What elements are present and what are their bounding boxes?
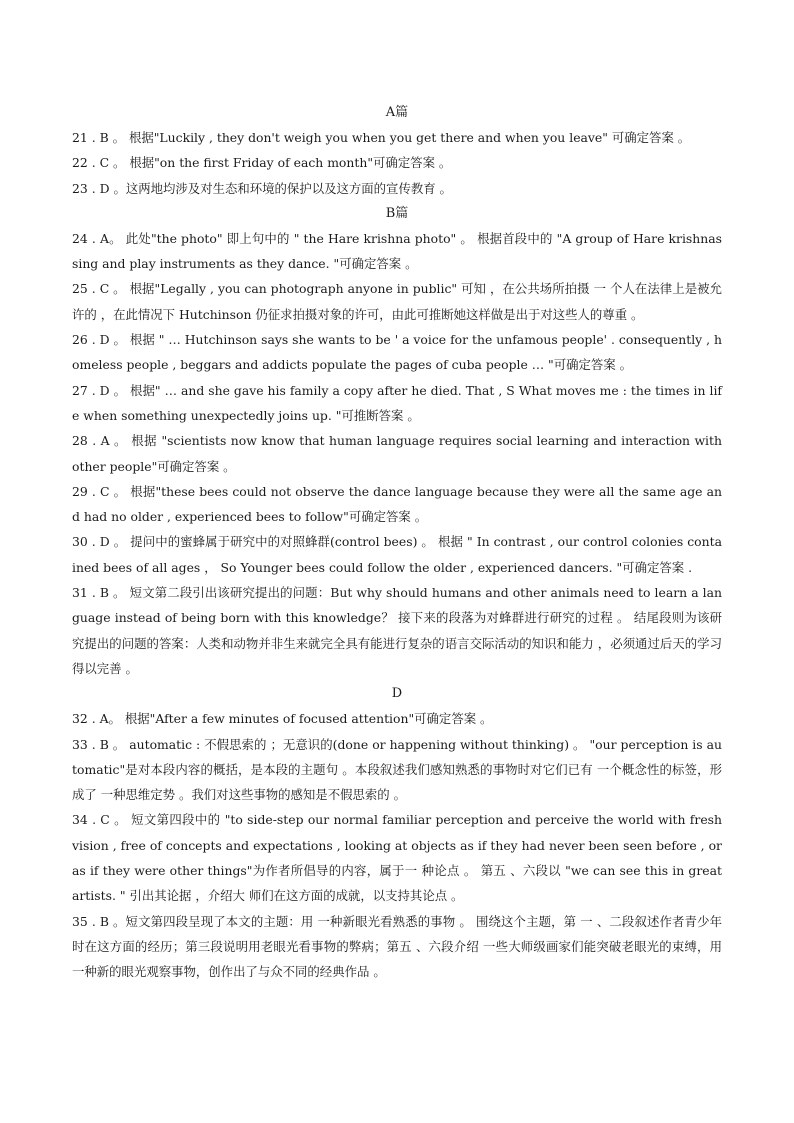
answer-27: 27 . D 。 根据" … and she gave his family a copy after he died. That , S What moves me : the times in life when something unexpectedly joins up. "可推断答案 。 [72, 382, 722, 423]
section-d [72, 681, 722, 984]
answer-34: 34 . C 。 短文第四段中的 "to side-step our normal familiar perception and perceive the world with fresh vision , free of concepts and expectations , looking at objects as if they had never been seen before , or as if they were other things"为作者所倡导的内容，属于一 种论点 。 第五 、六段以 "we can see this in great artists. " 引出其论据 ，介绍大 师们在这方面的成就，以支持其论点 。 [72, 812, 722, 904]
answer-33: 33 . B 。 automatic : 不假思索的 ；无意识的(done or happening without thinking) 。 "our perception is automatic"是对本段内容的概括，是本段的主题句 。本段叙述我们感知熟悉的事物时对它们已有 一个概念性的标签，形成了 一种思维定势 。我们对这些事物的感知是不假思索的 。 [72, 736, 722, 803]
answer-25: 25 . C 。 根据"Legally , you can photograph anyone in public" 可知 ，在公共场所拍摄 一 个人在法律上是被允许的 ，在此情况下 Hutchinson 仍征求拍摄对象的许可，由此可推断她这样做是出于对这些人的尊重 。 [72, 281, 722, 322]
answer-24: 24 . A。 此处"the photo" 即上句中的 " the Hare krishna photo" 。 根据首段中的 "A group of Hare krishnas sing and play instruments as they dance. "可确定答案 。 [72, 230, 722, 272]
answer-35: 35 . B 。短文第四段呈现了本文的主题：用 一种新眼光看熟悉的事物 。 围绕这个主题，第 一 、二段叙述作者青少年时在这方面的经历；第三段说明用老眼光看事物的弊病；第五 、六段介绍 一些大师级画家们能突破老眼光的束缚，用 一种新的眼光观察事物，创作出了与众不同的经典作品 。 [72, 913, 722, 980]
answer-29: 29 . C 。 根据"these bees could not observe the dance language because they were all the same age and had no older , experienced bees to follow"可确定答案 。 [72, 483, 722, 525]
answer-21: 21 . B 。 根据"Luckily , they don't weigh you when you get there and when you leave" 可确定答案 。 [72, 130, 691, 145]
section-title-d: D [391, 686, 403, 702]
answer-23: 23 . D 。这两地均涉及对生态和环境的保护以及这方面的宣传教育 。 [72, 180, 452, 196]
section-a [72, 100, 722, 201]
answer-22: 22 . C 。 根据"on the first Friday of each month"可确定答案 。 [72, 155, 452, 171]
answer-32: 32 . A。 根据"After a few minutes of focused attention"可确定答案 。 [72, 711, 493, 727]
answer-26: 26 . D 。 根据 " … Hutchinson says she wants to be ' a voice for the unfamous people' . consequently , homeless people , beggars and addicts populate the pages of cuba people … "可确定答案 。 [72, 332, 722, 373]
answer-31: 31 . B 。 短文第二段引出该研究提出的问题：But why should humans and other animals need to learn a language instead of being born with this knowledge？ 接下来的段落为对蜂群进行研究的过程 。 结尾段则为该研究提出的问题的答案：人类和动物并非生来就完全具有能进行复杂的语言交际活动的知识和能力 ，必须通过后天的学习得以完善 。 [72, 585, 722, 676]
answer-key-page [72, 100, 722, 985]
answer-28: 28 . A 。 根据 "scientists now know that human language requires social learning and interaction with other people"可确定答案 。 [72, 433, 722, 474]
section-b [72, 201, 722, 681]
section-title-b: B篇 [385, 205, 409, 221]
section-title-a: A篇 [385, 105, 409, 120]
answer-30: 30 . D 。 提问中的蜜蜂属于研究中的对照蜂群(control bees) 。 根据 " In contrast , our control colonies contained bees of all ages ， So Younger bees could follow the older , experienced dancers. "可确定答案 . [72, 534, 722, 575]
